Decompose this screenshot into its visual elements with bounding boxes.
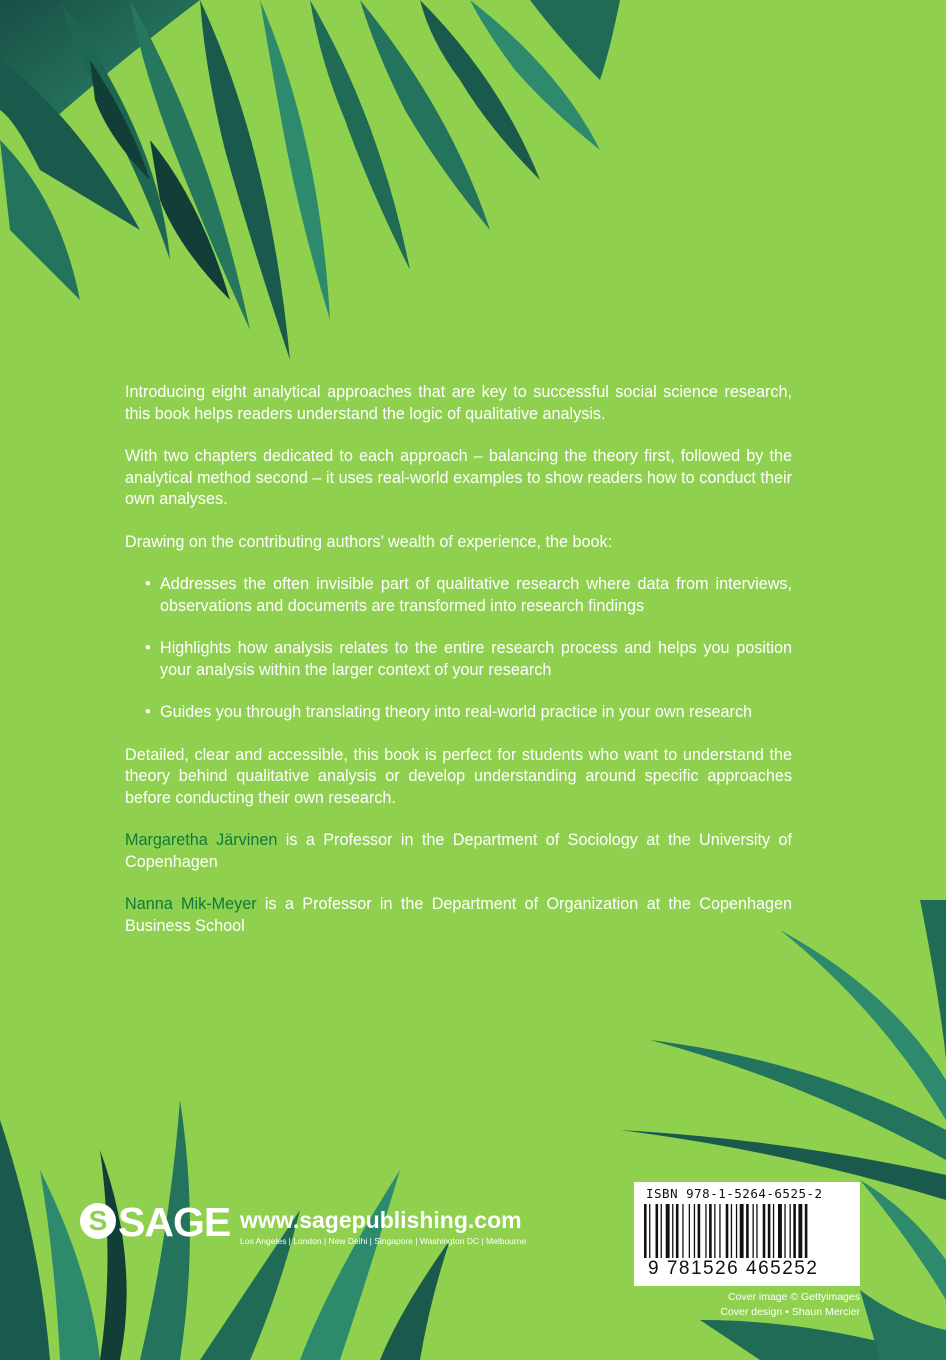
- barcode-bars: [644, 1204, 850, 1258]
- barcode-bar: [753, 1204, 754, 1258]
- publisher-logo-text: SAGE: [118, 1199, 231, 1245]
- book-description: [125, 382, 792, 958]
- barcode-bar: [682, 1204, 683, 1258]
- lead-in-paragraph: Drawing on the contributing authors’ wealth of experience, the book:: [125, 532, 613, 551]
- author-bio: [125, 894, 792, 937]
- author-bio-text: is a Professor in the Department of Organization at the Copenhagen Business School: [125, 895, 792, 935]
- author-bio-text: is a Professor in the Department of Sociology at the University of Copenhagen: [125, 831, 793, 871]
- barcode-bar: [666, 1204, 670, 1258]
- author-name: Nanna Mik-Meyer: [125, 895, 257, 913]
- barcode-bar: [746, 1204, 749, 1258]
- barcode-bar: [656, 1204, 659, 1258]
- barcode-bar: [676, 1204, 679, 1258]
- barcode-bar: [705, 1204, 706, 1258]
- barcode-bar: [714, 1204, 715, 1258]
- isbn-barcode: [634, 1182, 860, 1286]
- cover-image-credit: Cover image © Gettyimages: [727, 1291, 860, 1303]
- barcode-bar: [649, 1204, 650, 1258]
- feature-list: [125, 574, 792, 724]
- barcode-bar: [793, 1204, 796, 1258]
- publisher-cities: Los Angeles | London | New Delhi | Singapore | Washington DC | Melbourne: [240, 1236, 527, 1246]
- barcode-bar: [726, 1204, 729, 1258]
- barcode-bar: [661, 1204, 662, 1258]
- barcode-bar: [698, 1204, 701, 1258]
- barcode-bar: [756, 1204, 757, 1258]
- barcode-bar: [709, 1204, 712, 1258]
- barcode-bar: [736, 1204, 737, 1258]
- feature-item: • Guides you through translating theory into real-world practice in your own research: [145, 702, 792, 724]
- chapters-paragraph: With two chapters dedicated to each approach – balancing the theory first, followed by the analytical method second – it uses real-world examples to show readers how to conduct their own analyses.: [125, 447, 792, 508]
- top-leaves: [0, 0, 620, 360]
- barcode-bar: [644, 1204, 647, 1258]
- barcode-bar: [784, 1204, 785, 1258]
- barcode-bar: [773, 1204, 774, 1258]
- publisher-url: www.sagepublishing.com: [240, 1207, 522, 1233]
- barcode-bar: [798, 1204, 802, 1258]
- feature-item: • Highlights how analysis relates to the entire research process and helps you position your analysis within the larger context of your research: [145, 638, 792, 681]
- feature-item: • Addresses the often invisible part of qualitative research where data from interviews, observations and documents are transformed into research findings: [145, 574, 792, 617]
- barcode-bar: [672, 1204, 673, 1258]
- barcode-bar: [731, 1204, 732, 1258]
- barcode-bar: [768, 1204, 771, 1258]
- barcode-bar: [763, 1204, 766, 1258]
- intro-paragraph: Introducing eight analytical approaches that are key to successful social science research, this book helps readers understand the logic of qualitative analysis.: [125, 383, 792, 423]
- sage-logo-icon: S: [80, 1203, 116, 1239]
- barcode-bar: [694, 1204, 695, 1258]
- barcode-bar: [790, 1204, 791, 1258]
- author-name: Margaretha Järvinen: [125, 831, 278, 849]
- barcode-bar: [805, 1204, 808, 1258]
- barcode-bar: [689, 1204, 690, 1258]
- barcode-bar: [719, 1204, 720, 1258]
- barcode-bar: [740, 1204, 744, 1258]
- author-bio: [125, 830, 792, 873]
- isbn-label: ISBN 978-1-5264-6525-2: [646, 1186, 823, 1201]
- ean-digits: 9 781526 465252: [648, 1258, 819, 1279]
- cover-credits: [700, 1290, 860, 1320]
- barcode-bar: [778, 1204, 782, 1258]
- closing-paragraph: Detailed, clear and accessible, this book is perfect for students who want to understand the theory behind qualitative analysis or develop understanding around specific approaches before conducting their own research.: [125, 745, 792, 807]
- cover-design-credit: Cover design • Shaun Mercier: [720, 1306, 860, 1318]
